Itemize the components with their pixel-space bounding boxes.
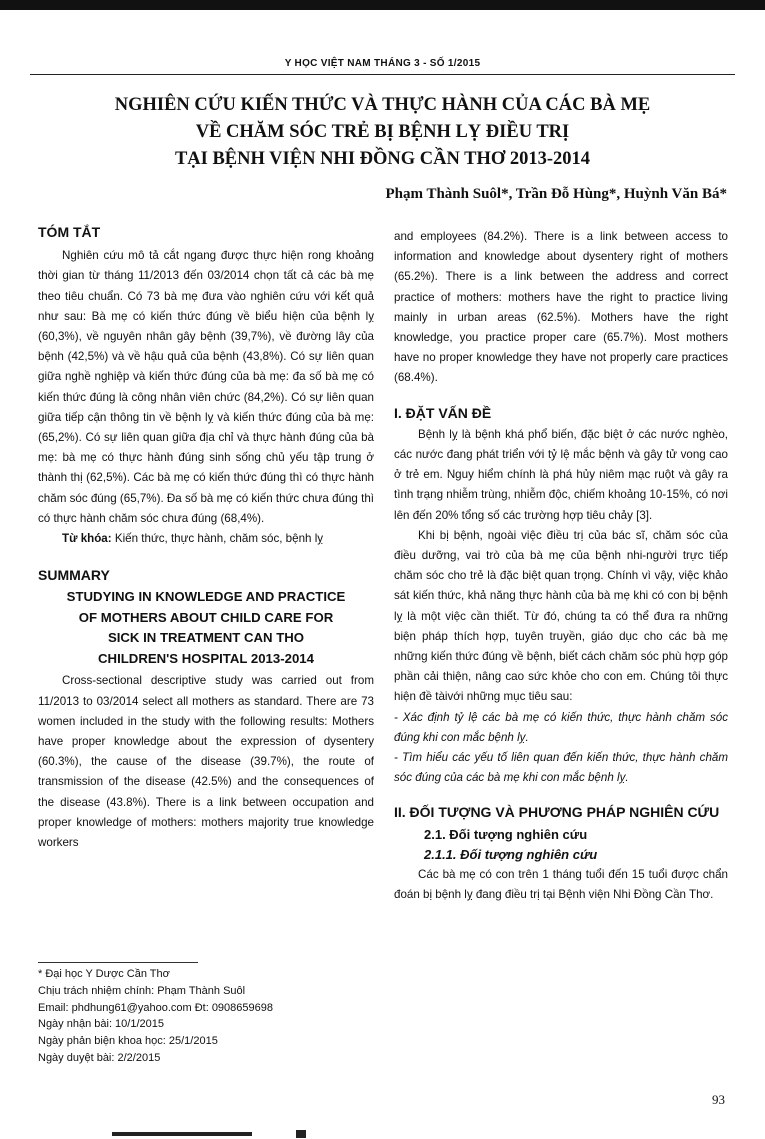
- footnote-reviewed: Ngày phản biện khoa học: 25/1/2015: [38, 1035, 218, 1048]
- section1-heading: I. ĐẶT VẤN ĐỀ: [394, 404, 492, 421]
- authors: Phạm Thành Suôl*, Trần Đỗ Hùng*, Huỳnh Văn Bá*: [385, 186, 727, 202]
- footnote-affiliation: * Đại học Y Dược Cần Thơ: [38, 968, 170, 980]
- footnote-contact: Email: phdhung61@yahoo.com Đt: 0908659698: [38, 1001, 273, 1014]
- left-column: [38, 222, 374, 853]
- header-rule: [30, 74, 735, 75]
- section1-paragraph-2: Khi bị bệnh, ngoài việc điều trị của bác sĩ, chăm sóc của điều dưỡng, vai trò của bà mẹ của bệnh nhi-người trực tiếp chăm sóc cho trẻ là đặc biệt quan trọng. Chính vì vậy, việc khảo sát kiến thức, khả năng thực hành của bà mẹ khi có con bị bệnh lỵ là một việc cần thiết. Từ đó, chúng ta có thể đưa ra những biện pháp thích hợp, tuyên truyền, giáo dục cho các bà mẹ những kiến thức đúng về bệnh, biết cách chăm sóc phù hợp góp phần cải thiện, nâng cao sức khỏe cho con em. Chúng tôi thực hiện đề tàivới những mục tiêu sau:: [394, 528, 728, 704]
- section2-heading: II. ĐỐI TƯỢNG VÀ PHƯƠNG PHÁP NGHIÊN CỨU: [394, 804, 720, 821]
- scan-artifact: [112, 1132, 252, 1136]
- objective-1: - Xác định tỷ lệ các bà mẹ có kiến thức, thực hành chăm sóc đúng khi con mắc bệnh lỵ.: [394, 710, 728, 744]
- summary-title-line: STUDYING IN KNOWLEDGE AND PRACTICE: [66, 589, 346, 605]
- top-border-bar: [0, 0, 765, 10]
- summary-title-line: SICK IN TREATMENT CAN THO: [107, 630, 305, 646]
- tomtat-heading: TÓM TẮT: [38, 224, 101, 240]
- summary-heading: SUMMARY: [38, 567, 110, 584]
- summary-title-line: OF MOTHERS ABOUT CHILD CARE FOR: [78, 609, 334, 625]
- title-line-2: VỀ CHĂM SÓC TRẺ BỊ BỆNH LỴ ĐIỀU TRỊ: [195, 122, 570, 142]
- footnote-responsible: Chịu trách nhiệm chính: Phạm Thành Suôl: [38, 984, 246, 997]
- summary-title-line: CHILDREN'S HOSPITAL 2013-2014: [98, 650, 314, 666]
- title-line-1: NGHIÊN CỨU KIẾN THỨC VÀ THỰC HÀNH CỦA CÁC BÀ MẸ: [114, 95, 651, 115]
- right-column: [394, 227, 728, 905]
- section2-paragraph-1: Các bà mẹ có con trên 1 tháng tuổi đến 15 tuổi được chẩn đoán bị bệnh lỵ đang điều trị tại Bệnh viện Nhi Đồng Cần Thơ.: [394, 867, 728, 901]
- journal-header: Y HỌC VIỆT NAM THÁNG 3 - SỐ 1/2015: [284, 58, 481, 69]
- summary-title: [38, 587, 374, 669]
- footnote-rule: [38, 962, 198, 963]
- footnote-approved: Ngày duyệt bài: 2/2/2015: [38, 1051, 161, 1064]
- subsection-2-1: 2.1. Đối tượng nghiên cứu: [424, 826, 588, 842]
- footnote-received: Ngày nhận bài: 10/1/2015: [38, 1018, 164, 1031]
- keywords-text: Kiến thức, thực hành, chăm sóc, bệnh lỵ: [111, 532, 324, 546]
- subsection-2-1-1: 2.1.1. Đối tượng nghiên cứu: [424, 846, 598, 862]
- keywords: [38, 529, 374, 549]
- keywords-label: Từ khóa:: [62, 532, 112, 546]
- summary-body-left: Cross-sectional descriptive study was carried out from 11/2013 to 03/2014 select all mothers as standard. There are 73 women included in the study with the following results: Mothers have proper knowledge about the expression of dysentery (60.3%), the cause of the disease (39.7%), the route of transmission of the disease (42.5%) and the consequences of the disease (43.8%). There is a link between occupation and proper knowledge of mothers: mothers majority true knowledge workers: [38, 674, 374, 850]
- tomtat-body: Nghiên cứu mô tả cắt ngang được thực hiện rong khoảng thời gian từ tháng 11/2013 đến 03/2014 chọn tất cả các bà mẹ theo tiêu chuẩn. Có 73 bà mẹ đưa vào nghiên cứu với kết quả như sau: Bà mẹ có kiến thức đúng về biểu hiện của bệnh lỵ (60,3%), về nguyên nhân gây bệnh (39,7%), về đường lây của bệnh (42,5%) và về hậu quả của bệnh (43,8%). Có sự liên quan giữa nghề nghiệp và kiến thức đúng của bà mẹ: đa số bà mẹ có kiến thức đúng là công nhân viên chức (84,2%). Có sự liên quan giữa tiếp cận thông tin về bệnh lỵ và kiến thức đúng của bà mẹ: (65,2%). Có sự liên quan giữa địa chỉ và thực hành đúng của bà mẹ: bà mẹ có thực hành đúng sinh sống chủ yếu tập trung ở thành thị (62,5%). Các bà mẹ có kiến thức đúng thì có thực hành chăm sóc đúng (65,7%). Đa số bà mẹ có kiến thức chưa đúng thì có thực hành chăm sóc chưa đúng (68,4%).: [38, 249, 374, 525]
- section1-paragraph-1: Bệnh lỵ là bệnh khá phổ biến, đặc biệt ở các nước nghèo, các nước đang phát triển với tỷ lệ mắc bệnh và gây tử vong cao ở trẻ em. Nguy hiểm chính là phá hủy niêm mạc ruột và gây ra tình trạng nhiễm trùng, nhiễm độc, chiếm khoảng 10-15%, có nơi lên đến 20% tổng số các trường hợp tiêu chảy [3].: [394, 427, 728, 522]
- objective-2: - Tìm hiểu các yếu tố liên quan đến kiến thức, thực hành chăm sóc đúng của các bà mẹ khi con mắc bệnh lỵ.: [394, 751, 728, 785]
- page-number: 93: [712, 1092, 725, 1107]
- title-line-3: TẠI BỆNH VIỆN NHI ĐỒNG CẦN THƠ 2013-2014: [174, 149, 591, 169]
- article-title: [30, 92, 735, 173]
- summary-body-right: and employees (84.2%). There is a link between access to information and knowledge about dysentery right of mothers (65.2%). There is a link between the address and correct practice of mothers: mothers have the right to practice living mainly in urban areas (62.5%). Mothers have the right knowledge, you practice proper care (65.7%). Most mothers have no proper knowledge they have not properly care practices (68.4%).: [394, 230, 728, 385]
- footnotes: [38, 966, 378, 1067]
- scan-artifact: [296, 1130, 306, 1138]
